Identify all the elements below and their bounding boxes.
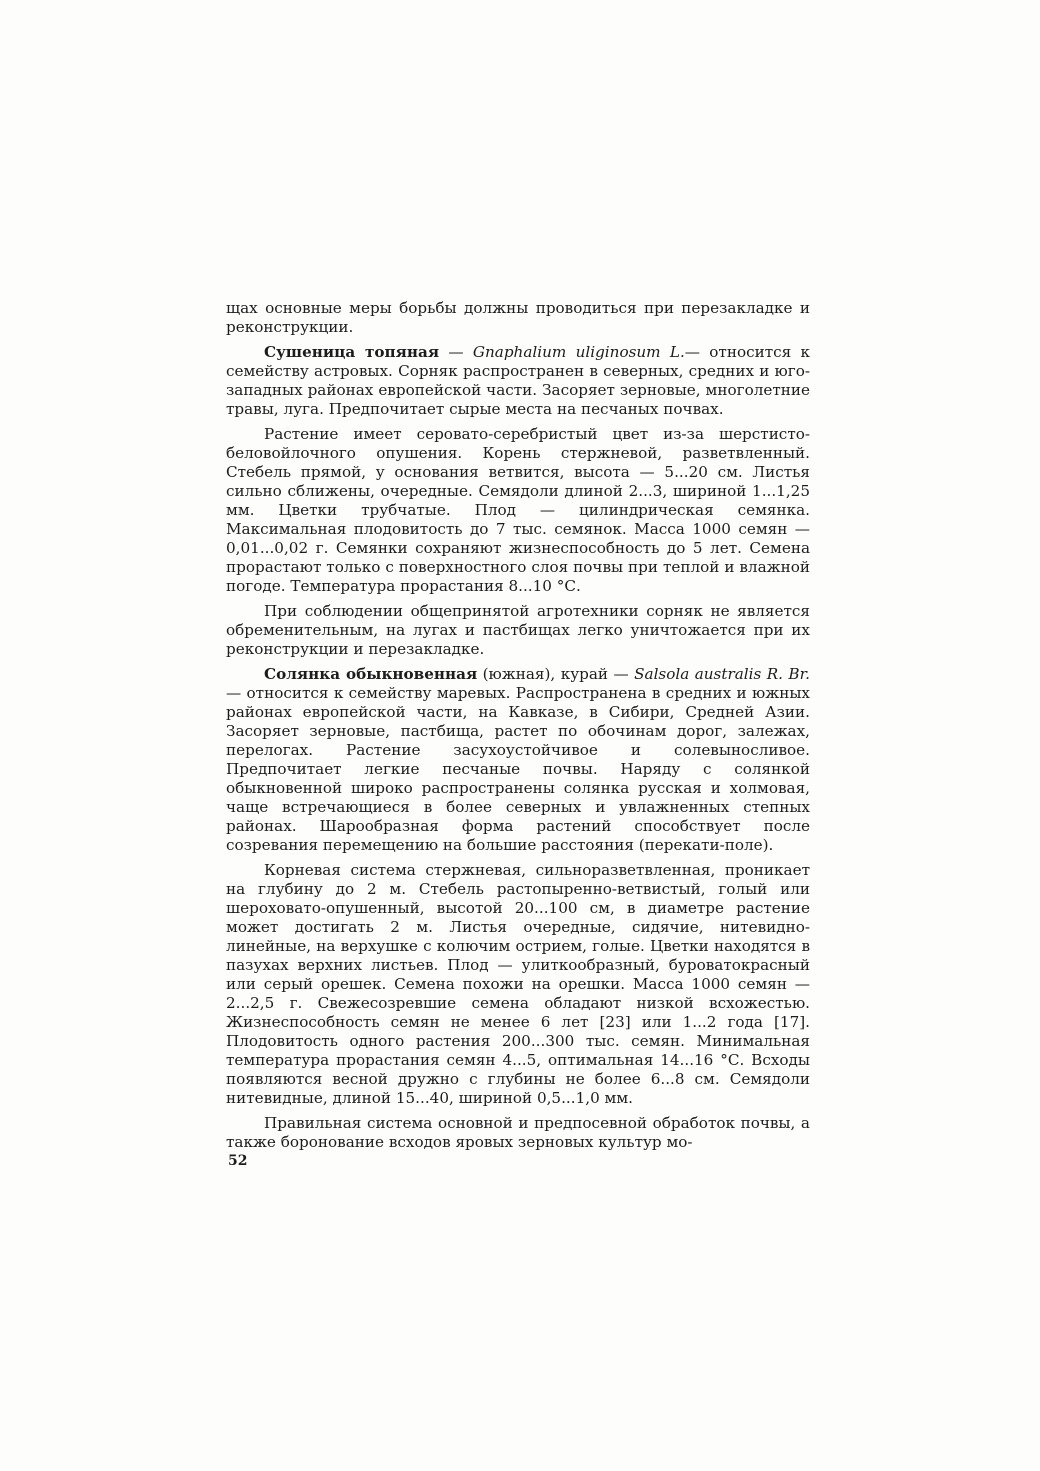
- paragraph-7: [226, 1114, 810, 1152]
- latin-name: Gnaphalium uliginosum L.: [472, 343, 685, 361]
- body-text: [226, 299, 810, 1158]
- paragraph-text: Корневая система стержневая, сильноразветвленная, проникает на глубину до 2 м. Стебель растопыренно-ветвистый, голый или шероховато-опушенный, высотой 20...100 см, в диаметре растение может достигать 2 м. Листья очередные, сидячие, нитевидно-линейные, на верхушке с колючим острием, голые. Цветки находятся в пазухах верхних листьев. Плод — улиткообразный, буроватокрасный или серый орешек. Семена похожи на орешки. Масса 1000 семян — 2...2,5 г. Свежесозревшие семена обладают низкой всхожестью. Жизнеспособность семян не менее 6 лет [23] или 1...2 года [17]. Плодовитость одного растения 200...300 тыс. семян. Минимальная температура прорастания семян 4...5, оптимальная 14...16 °С. Всходы появляются весной дружно с глубины не более 6...8 см. Семядоли нитевидные, длиной 15...40, шириной 0,5...1,0 мм.: [226, 861, 810, 1107]
- paragraph-2: [226, 343, 810, 419]
- species-name: Солянка обыкновенная: [264, 665, 478, 683]
- paragraph-5: [226, 665, 810, 855]
- species-name: Сушеница топяная: [264, 343, 440, 361]
- separator: —: [439, 343, 473, 361]
- separator: (южная), курай —: [477, 665, 635, 683]
- paragraph-text: — относится к семейству астровых. Сорняк распространен в северных, средних и юго-западных районах европейской части. Засоряет зерновые, многолетние травы, луга. Предпочитает сырые места на песчаных почвах.: [226, 343, 810, 418]
- paragraph-1: [226, 299, 810, 337]
- paragraph-text: Растение имеет серовато-серебристый цвет из-за шерстисто-беловойлочного опушения. Корень стержневой, разветвленный. Стебель прямой, у основания ветвится, высота — 5...20 см. Листья сильно сближены, очередные. Семядоли длиной 2...3, шириной 1...1,25 мм. Цветки трубчатые. Плод — цилиндрическая семянка. Максимальная плодовитость до 7 тыс. семянок. Масса 1000 семян — 0,01...0,02 г. Семянки сохраняют жизнеспособность до 5 лет. Семена прорастают только с поверхностного слоя почвы при теплой и влажной погоде. Температура прорастания 8...10 °С.: [226, 425, 810, 595]
- paragraph-text: При соблюдении общепринятой агротехники сорняк не является обременительным, на лугах и пастбищах легко уничтожается при их реконструкции и перезакладке.: [226, 602, 810, 658]
- paragraph-3: [226, 425, 810, 596]
- paragraph-text: Правильная система основной и предпосевной обработок почвы, а также боронование всходов яровых зерновых культур мо-: [226, 1114, 810, 1151]
- paragraph-4: [226, 602, 810, 659]
- latin-name: Salsola australis R. Br.: [634, 665, 810, 683]
- paragraph-6: [226, 861, 810, 1108]
- paragraph-text: — относится к семейству маревых. Распространена в средних и южных районах европейской части, на Кавказе, в Сибири, Средней Азии. Засоряет зерновые, пастбища, растет по обочинам дорог, залежах, перелогах. Растение засухоустойчивое и солевыносливое. Предпочитает легкие песчаные почвы. Наряду с солянкой обыкновенной широко распространены солянка русская и холмовая, чаще встречающиеся в более северных и увлажненных степных районах. Шарообразная форма растений способствует после созревания перемещению на большие расстояния (перекати-поле).: [226, 684, 810, 854]
- page-number: 52: [228, 1153, 248, 1169]
- paragraph-text: щах основные меры борьбы должны проводиться при перезакладке и реконструкции.: [226, 299, 810, 336]
